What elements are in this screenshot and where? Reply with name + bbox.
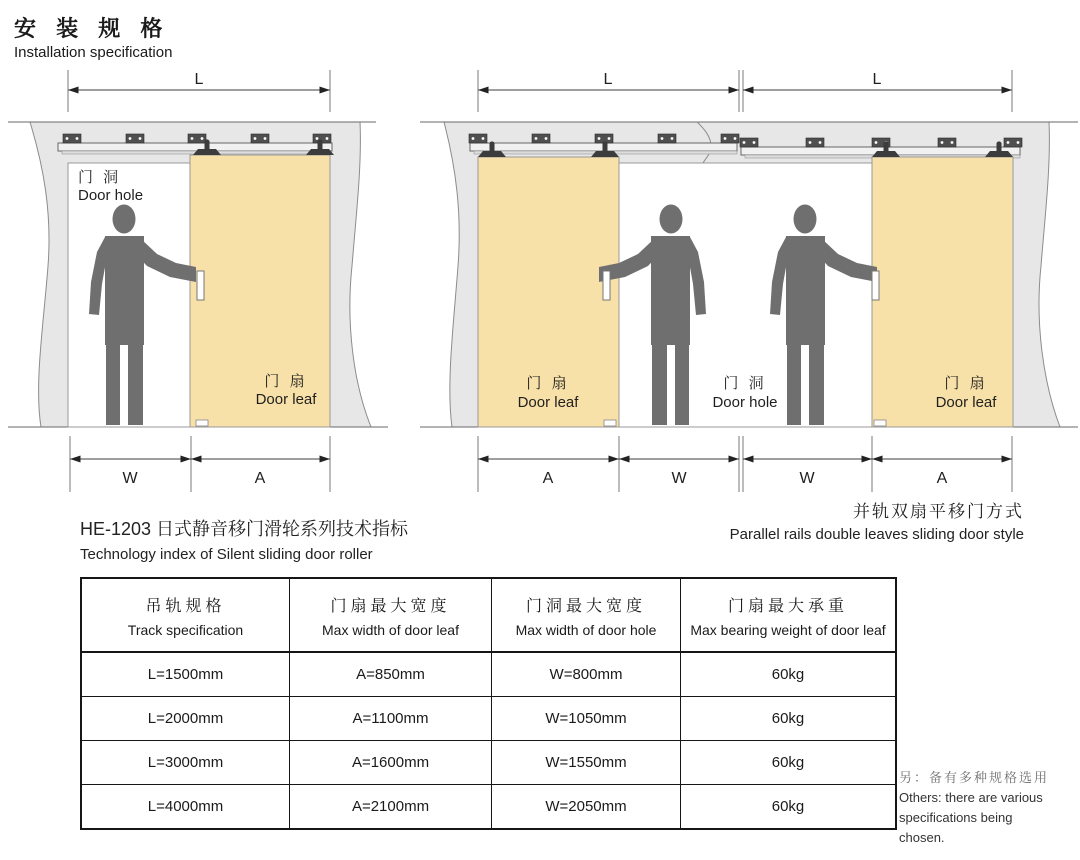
floor-guide bbox=[196, 420, 208, 426]
dim-label-a1: A bbox=[542, 470, 554, 487]
header-en: Max width of door hole bbox=[515, 621, 657, 638]
spec-heading-zh: HE-1203 日式静音移门滑轮系列技术指标 bbox=[80, 519, 409, 539]
single-door-diagram bbox=[8, 70, 388, 492]
header-zh: 门扇最大宽度 bbox=[330, 597, 451, 615]
table-header-cell bbox=[491, 579, 680, 651]
table-row bbox=[82, 696, 895, 740]
table-cell: W=1550mm bbox=[491, 741, 680, 784]
table-header-row bbox=[82, 579, 895, 653]
dim-label-w1: W bbox=[671, 470, 687, 487]
note-en-line1: Others: there are various bbox=[899, 790, 1043, 805]
dim-label-a: A bbox=[254, 470, 266, 487]
door-handle-left bbox=[603, 271, 610, 300]
table-header-cell bbox=[82, 579, 289, 651]
bottom-dimensions bbox=[478, 436, 1012, 492]
table-row bbox=[82, 740, 895, 784]
floor-guide-right bbox=[874, 420, 886, 426]
door-handle-right bbox=[872, 271, 879, 300]
table-cell: W=1050mm bbox=[491, 697, 680, 740]
bottom-dimensions bbox=[70, 436, 330, 492]
top-dimensions-l bbox=[478, 70, 1012, 112]
dim-label-l-left: L bbox=[603, 71, 613, 88]
spec-table bbox=[80, 577, 897, 830]
table-header-cell bbox=[680, 579, 895, 651]
table-cell: L=2000mm bbox=[147, 710, 224, 727]
header-en: Track specification bbox=[127, 621, 244, 638]
dim-label-l-right: L bbox=[872, 71, 882, 88]
door-hole-label-en: Door hole bbox=[78, 187, 144, 204]
table-cell: 60kg bbox=[680, 785, 895, 828]
caption-en: Parallel rails double leaves sliding door style bbox=[729, 526, 1024, 543]
header-en: Max bearing weight of door leaf bbox=[690, 621, 886, 638]
table-cell: W=800mm bbox=[491, 653, 680, 696]
top-dimension-l bbox=[68, 70, 330, 112]
table-cell: A=1600mm bbox=[289, 741, 491, 784]
door-leaf-left-label-en: Door leaf bbox=[517, 394, 579, 411]
header-zh: 门洞最大宽度 bbox=[525, 597, 646, 615]
dim-label-a2: A bbox=[936, 470, 948, 487]
door-hole-label-zh: 门 洞 bbox=[78, 169, 122, 186]
page-subtitle: Installation specification bbox=[14, 44, 173, 61]
note-zh: 另：备有多种规格选用 bbox=[899, 770, 1050, 785]
double-diagram-caption bbox=[730, 497, 1024, 543]
header-zh: 吊轨规格 bbox=[145, 597, 226, 615]
spec-heading-en: Technology index of Silent sliding door roller bbox=[80, 546, 373, 563]
header-en: Max width of door leaf bbox=[322, 621, 459, 638]
table-cell: L=4000mm bbox=[147, 798, 224, 815]
side-note bbox=[899, 768, 1059, 848]
table-cell: W=2050mm bbox=[491, 785, 680, 828]
door-hole-label-zh: 门 洞 bbox=[723, 375, 767, 392]
door-leaf-label-zh: 门 扇 bbox=[264, 373, 308, 390]
track-rail bbox=[58, 143, 332, 154]
table-cell: L=1500mm bbox=[147, 666, 224, 683]
double-door-diagram bbox=[420, 70, 1078, 492]
door-leaf bbox=[190, 155, 330, 427]
page-title: 安 装 规 格 bbox=[14, 16, 170, 41]
door-leaf-left-label-zh: 门 扇 bbox=[526, 375, 570, 392]
door-leaf-right-label-zh: 门 扇 bbox=[944, 375, 988, 392]
door-handle bbox=[197, 271, 204, 300]
table-row bbox=[82, 653, 895, 696]
door-hole-label-en: Door hole bbox=[712, 394, 778, 411]
floor-guide-left bbox=[604, 420, 616, 426]
door-leaf-right bbox=[872, 157, 1013, 427]
table-cell: A=1100mm bbox=[289, 697, 491, 740]
caption-zh: 并轨双扇平移门方式 bbox=[853, 502, 1024, 521]
dim-label-l: L bbox=[194, 71, 204, 88]
door-leaf-right-label-en: Door leaf bbox=[935, 394, 997, 411]
dim-label-w: W bbox=[122, 470, 138, 487]
table-cell: L=3000mm bbox=[147, 754, 224, 771]
door-leaf-label-en: Door leaf bbox=[255, 391, 317, 408]
table-cell: A=2100mm bbox=[289, 785, 491, 828]
table-header-cell bbox=[289, 579, 491, 651]
table-row bbox=[82, 784, 895, 828]
spec-section-heading bbox=[80, 515, 408, 563]
table-cell: 60kg bbox=[680, 741, 895, 784]
table-cell: 60kg bbox=[680, 653, 895, 696]
table-cell: A=850mm bbox=[289, 653, 491, 696]
header-zh: 门扇最大承重 bbox=[727, 597, 848, 615]
note-en-line2: specifications being chosen. bbox=[899, 810, 1013, 845]
table-cell: 60kg bbox=[680, 697, 895, 740]
dim-label-w2: W bbox=[799, 470, 815, 487]
